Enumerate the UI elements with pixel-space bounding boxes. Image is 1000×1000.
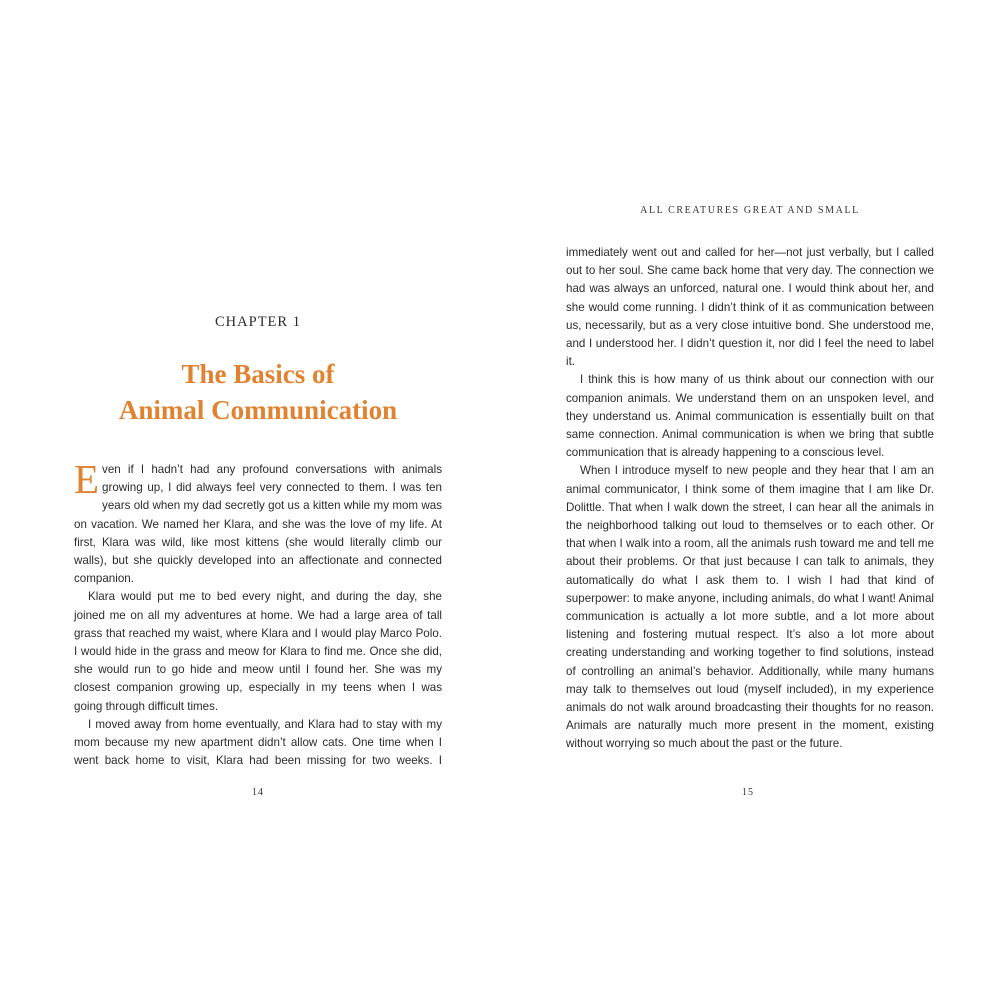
right-paragraph-2: I think this is how many of us think about our connection with our companion animals. We understand them on an unspoken level, and they understand us. Animal communication is essentially built on that same connection. Animal communication is when we bring that subtle communication that is already happening to a conscious level. [566,373,934,460]
chapter-title-line-1: The Basics of [181,359,335,389]
left-paragraph-3: I moved away from home eventually, and Klara had to stay with my mom because my new apartment didn’t allow cats. One time when I went back home to visit, Klara had been missing for two weeks. I [74,717,442,768]
page-number-left: 14 [252,787,264,798]
running-head: ALL CREATURES GREAT AND SMALL [640,205,860,216]
chapter-title-line-2: Animal Communication [118,395,398,425]
chapter-label: CHAPTER 1 [215,314,301,330]
right-paragraph-3: When I introduce myself to new people and they hear that I am an animal communicator, I think some of them imagine that I am like Dr. Dolittle. That when I walk down the street, I can hear all the animals in the neighborhood talking out loud to themselves or to each other. Or that when I walk into a room, all the animals rush toward me and tell me about their problems. Or that just because I can talk to animals, they automatically do what I ask them to. I wish I had that kind of superpower: to make anyone, including animals, do what I want! Animal communication is actually a lot more subtle, and a lot more about listening and fostering mutual respect. It’s also a lot more about creating understanding and working together to find solutions, instead of controlling an animal’s behavior. Additionally, while many humans may talk to themselves out loud (myself included), in my experience animals do not walk around broadcasting their thoughts for no reason. Animals are naturally much more present in the moment, existing without worrying so much about the past or the future. [566,464,934,751]
drop-cap: E [74,456,100,502]
left-paragraph-2: Klara would put me to bed every night, and during the day, she joined me on all my adventures at home. We had a large area of tall grass that reached my waist, where Klara and I would play Marco Polo. I would hide in the grass and meow for Klara to find me. Once she did, she would run to go hide and meow until I found her. She was my closest companion growing up, especially in my teens when I was going through difficult times. [74,590,442,713]
left-paragraph-1 [74,456,442,588]
right-paragraph-1: immediately went out and called for her—not just verbally, but I called out to her soul. She came back home that very day. The connection we had was always an unforced, natural one. I would think about her, and she would come running. I didn’t think of it as communication between us, necessarily, but as a very close intuitive bond. She understood me, and I understood her. I didn’t question it, nor did I feel the need to label it. [566,246,934,369]
left-paragraph-1-text: ven if I hadn’t had any profound conversations with animals growing up, I did always feel very connected to them. I was ten years old when my dad secretly got us a kitten while my mom was on vacation. We named her Klara, and she was the love of my life. At first, Klara was wild, like most kittens (she would literally climb our walls), but she quickly developed into an affectionate and connected companion. [74,463,442,586]
page-number-right: 15 [742,787,754,798]
right-body-text [566,244,934,754]
chapter-title [60,356,456,428]
left-body-text [74,456,442,770]
